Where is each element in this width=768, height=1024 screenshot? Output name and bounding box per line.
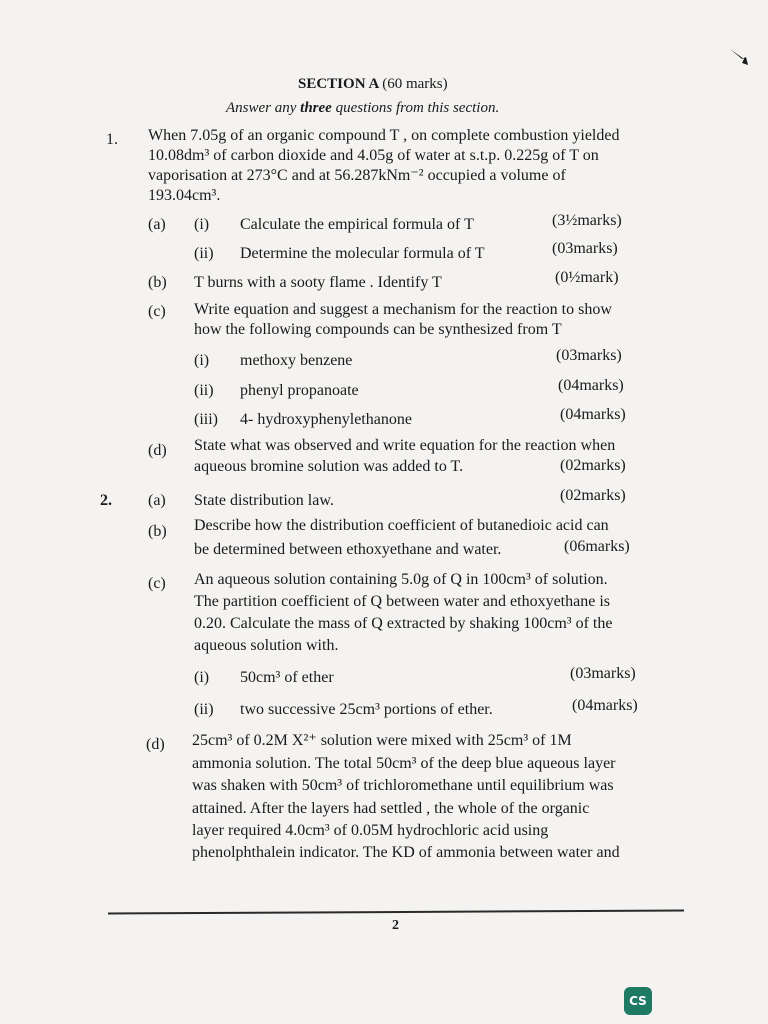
- q1-stem-line: 10.08dm³ of carbon dioxide and 4.05g of water at s.t.p. 0.225g of T on: [148, 147, 599, 164]
- subpart-text: 50cm³ of ether: [240, 669, 334, 686]
- part-text-line: Write equation and suggest a mechanism for the reaction to show: [194, 301, 612, 318]
- part-label: (d): [146, 736, 165, 753]
- section-instruction: Answer any three questions from this section.: [226, 100, 500, 116]
- part-label: (b): [148, 523, 167, 540]
- part-text: State distribution law.: [194, 492, 334, 509]
- subpart-text: 4- hydroxyphenylethanone: [240, 411, 412, 428]
- subpart-text: two successive 25cm³ portions of ether.: [240, 701, 493, 718]
- section-title: SECTION A (60 marks): [298, 76, 448, 92]
- q1-stem-line: 193.04cm³.: [148, 187, 221, 204]
- part-label: (a): [148, 492, 166, 509]
- part-text-line: layer required 4.0cm³ of 0.05M hydrochloric acid using: [192, 822, 549, 839]
- part-text-line: An aqueous solution containing 5.0g of Q in 100cm³ of solution.: [194, 571, 608, 588]
- part-text-line: how the following compounds can be synthesized from T: [194, 321, 562, 338]
- marks-allocation: (03marks): [552, 240, 618, 257]
- part-text-line: The partition coefficient of Q between water and ethoxyethane is: [194, 593, 610, 610]
- q1-stem-line: vaporisation at 273°C and at 56.287kNm⁻² occupied a volume of: [148, 167, 566, 184]
- part-text-line: ammonia solution. The total 50cm³ of the deep blue aqueous layer: [192, 755, 616, 772]
- part-label: (a): [148, 216, 166, 233]
- part-text-line: be determined between ethoxyethane and water.: [194, 541, 502, 558]
- subpart-label: (i): [194, 669, 210, 686]
- part-text-line: 0.20. Calculate the mass of Q extracted by shaking 100cm³ of the: [194, 615, 613, 632]
- marks-allocation: (03marks): [556, 347, 622, 364]
- part-text-line: Describe how the distribution coefficient of butanedioic acid can: [194, 517, 609, 534]
- part-label: (c): [148, 575, 166, 592]
- page-number: 2: [392, 918, 399, 933]
- subpart-label: (iii): [194, 411, 218, 428]
- q1-stem-line: When 7.05g of an organic compound T , on complete combustion yielded: [148, 127, 620, 144]
- arrow-icon: [728, 45, 750, 67]
- footer-rule: [108, 909, 684, 914]
- scanner-logo: CS: [624, 987, 652, 1015]
- marks-allocation: (06marks): [564, 538, 630, 555]
- subpart-label: (i): [194, 352, 210, 369]
- subpart-label: (ii): [194, 701, 214, 718]
- marks-allocation: (02marks): [560, 487, 626, 504]
- part-text-line: aqueous solution with.: [194, 637, 339, 654]
- part-label: (c): [148, 303, 166, 320]
- marks-allocation: (0½mark): [555, 269, 619, 286]
- subpart-text: Determine the molecular formula of T: [240, 245, 485, 262]
- part-text-line: attained. After the layers had settled , the whole of the organic: [192, 800, 590, 817]
- marks-allocation: (04marks): [560, 406, 626, 423]
- part-text: T burns with a sooty flame . Identify T: [194, 274, 442, 291]
- question-number: 1.: [106, 131, 118, 148]
- marks-allocation: (02marks): [560, 457, 626, 474]
- part-text-line: aqueous bromine solution was added to T.: [194, 458, 464, 475]
- subpart-label: (ii): [194, 245, 214, 262]
- part-label: (b): [148, 274, 167, 291]
- marks-allocation: (3½marks): [552, 212, 622, 229]
- subpart-text: phenyl propanoate: [240, 382, 359, 399]
- part-text-line: was shaken with 50cm³ of trichloromethane until equilibrium was: [192, 777, 614, 794]
- subpart-text: methoxy benzene: [240, 352, 353, 369]
- part-label: (d): [148, 442, 167, 459]
- marks-allocation: (03marks): [570, 665, 636, 682]
- subpart-label: (i): [194, 216, 210, 233]
- part-text-line: 25cm³ of 0.2M X²⁺ solution were mixed with 25cm³ of 1M: [192, 732, 572, 749]
- marks-allocation: (04marks): [558, 377, 624, 394]
- subpart-label: (ii): [194, 382, 214, 399]
- part-text-line: phenolphthalein indicator. The KD of ammonia between water and: [192, 844, 620, 861]
- part-text-line: State what was observed and write equation for the reaction when: [194, 437, 616, 454]
- subpart-text: Calculate the empirical formula of T: [240, 216, 474, 233]
- question-number: 2.: [100, 492, 112, 509]
- marks-allocation: (04marks): [572, 697, 638, 714]
